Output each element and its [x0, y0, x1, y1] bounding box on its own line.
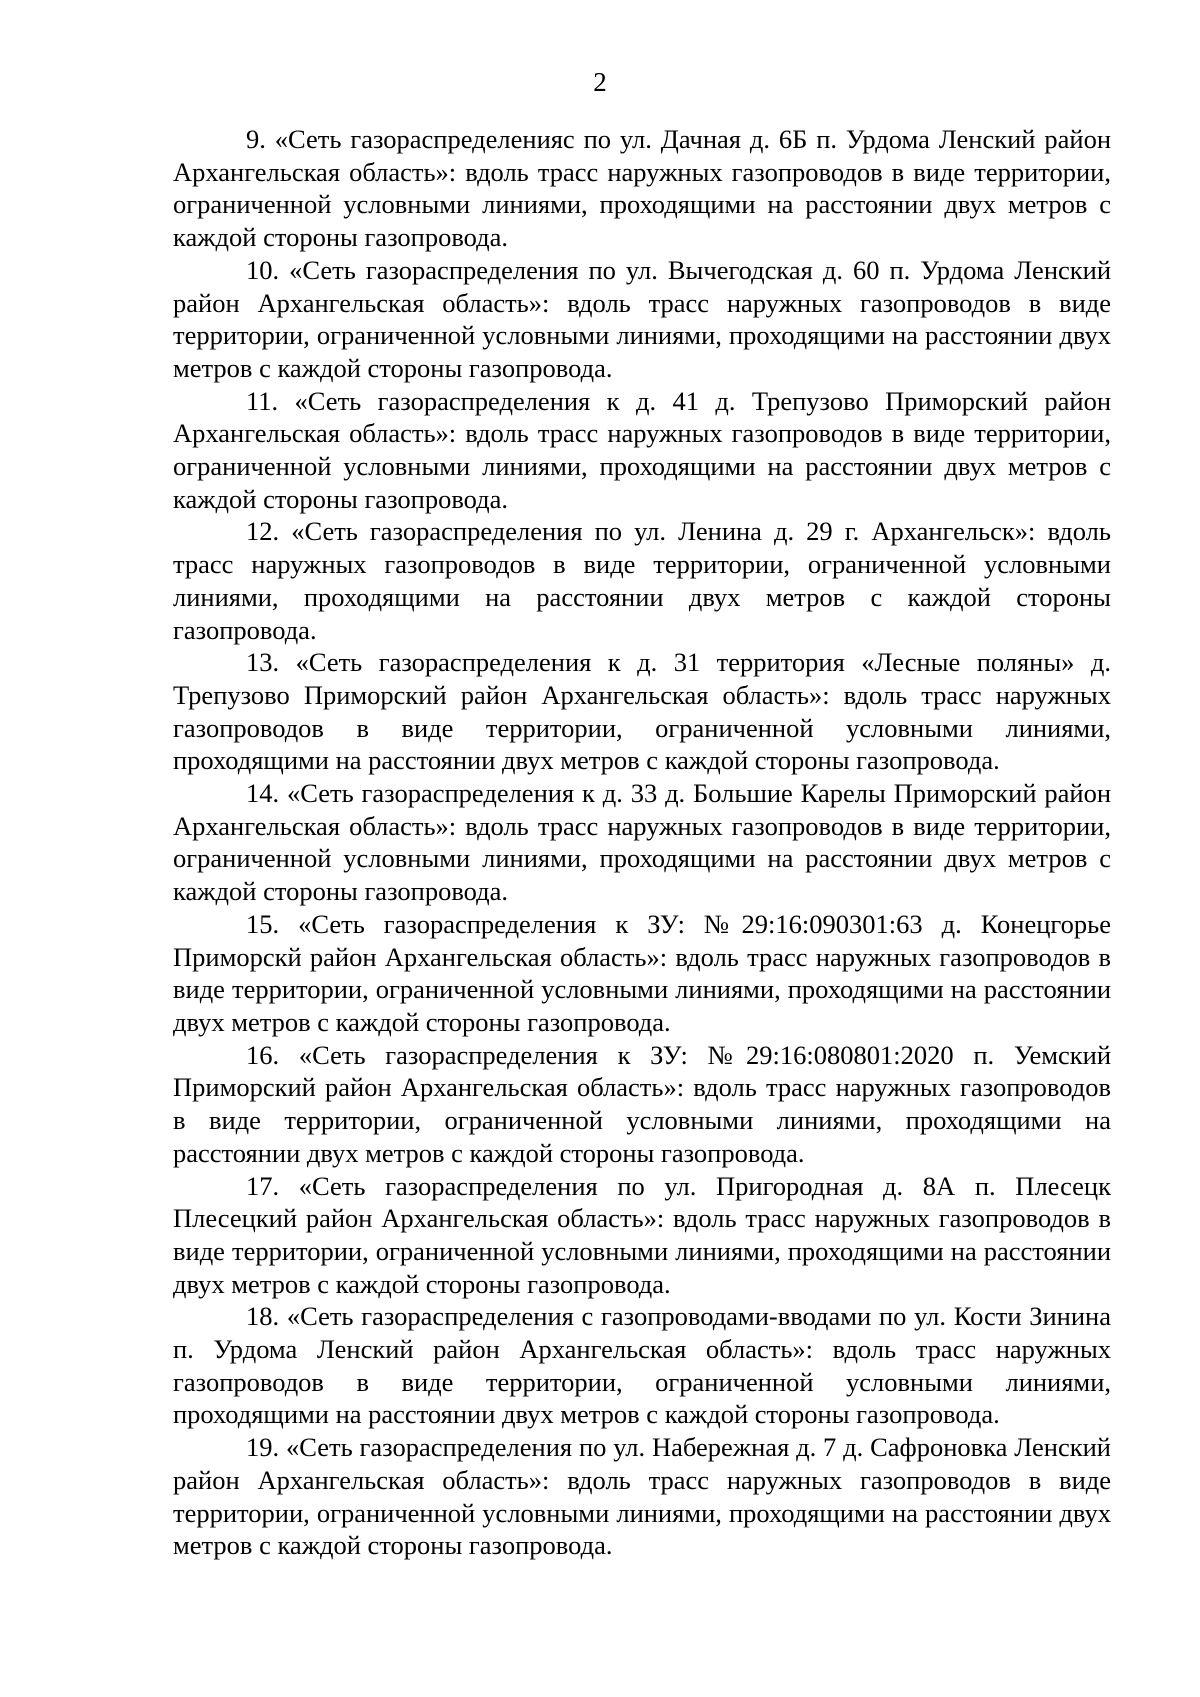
paragraph-item-15: 15. «Сеть газораспределения к ЗУ: №29:16:090301:63 д. Конецгорье Приморскй район Архангельская область»: вдоль трасс наружных газопроводов в виде территории, ограниченной условными линиями, проходящими на расстоянии двух метров с каждой стороны газопровода.	[173, 908, 1111, 1037]
paragraph-item-13: 13. «Сеть газораспределения к д. 31 территория «Лесные поляны» д. Трепузово Приморский район Архангельская область»: вдоль трасс наружных газопроводов в виде территории, ограниченной условными линиями, проходящими на расстоянии двух метров с каждой стороны газопровода.	[173, 647, 1111, 776]
page-number: 2	[593, 67, 607, 97]
paragraph-item-16: 16. «Сеть газораспределения к ЗУ: №29:16:080801:2020 п. Уемский Приморский район Архангельская область»: вдоль трасс наружных газопроводов в виде территории, ограниченной условными линиями, проходящими на расстоянии двух метров с каждой стороны газопровода.	[173, 1039, 1111, 1168]
paragraph-item-18: 18. «Сеть газораспределения с газопроводами-вводами по ул. Кости Зинина п. Урдома Ленский район Архангельская область»: вдоль трасс наружных газопроводов в виде территории, ограниченной условными линиями, проходящими на расстоянии двух метров с каждой стороны газопровода.	[173, 1301, 1111, 1430]
paragraph-item-14: 14. «Сеть газораспределения к д. 33 д. Большие Карелы Приморский район Архангельская область»: вдоль трасс наружных газопроводов в виде территории, ограниченной условными линиями, проходящими на расстоянии двух метров с каждой стороны газопровода.	[173, 778, 1111, 907]
paragraph-item-9: 9. «Сеть газораспределенияс по ул. Дачная д. 6Б п. Урдома Ленский район Архангельская область»: вдоль трасс наружных газопроводов в виде территории, ограниченной условными линиями, проходящими на расстоянии двух метров с каждой стороны газопровода.	[173, 124, 1111, 253]
paragraph-item-17: 17. «Сеть газораспределения по ул. Пригородная д. 8А п. Плесецк Плесецкий район Архангельская область»: вдоль трасс наружных газопроводов в виде территории, ограниченной условными линиями, проходящими на расстоянии двух метров с каждой стороны газопровода.	[173, 1170, 1111, 1299]
paragraph-item-10: 10. «Сеть газораспределения по ул. Вычегодская д. 60 п. Урдома Ленский район Архангельская область»: вдоль трасс наружных газопроводов в виде территории, ограниченной условными линиями, проходящими на расстоянии двух метров с каждой стороны газопровода.	[173, 254, 1111, 383]
paragraph-item-12: 12. «Сеть газораспределения по ул. Ленина д. 29 г. Архангельск»: вдоль трасс наружных газопроводов в виде территории, ограниченной условными линиями, проходящими на расстоянии двух метров с каждой стороны газопровода.	[173, 516, 1111, 645]
paragraph-item-19: 19. «Сеть газораспределения по ул. Набережная д. 7 д. Сафроновка Ленский район Архангельская область»: вдоль трасс наружных газопроводов в виде территории, ограниченной условными линиями, проходящими на расстоянии двух метров с каждой стороны газопровода.	[173, 1432, 1111, 1561]
paragraph-item-11: 11. «Сеть газораспределения к д. 41 д. Трепузово Приморский район Архангельская область»: вдоль трасс наружных газопроводов в виде территории, ограниченной условными линиями, проходящими на расстоянии двух метров с каждой стороны газопровода.	[173, 385, 1111, 514]
document-body	[173, 123, 1111, 1562]
